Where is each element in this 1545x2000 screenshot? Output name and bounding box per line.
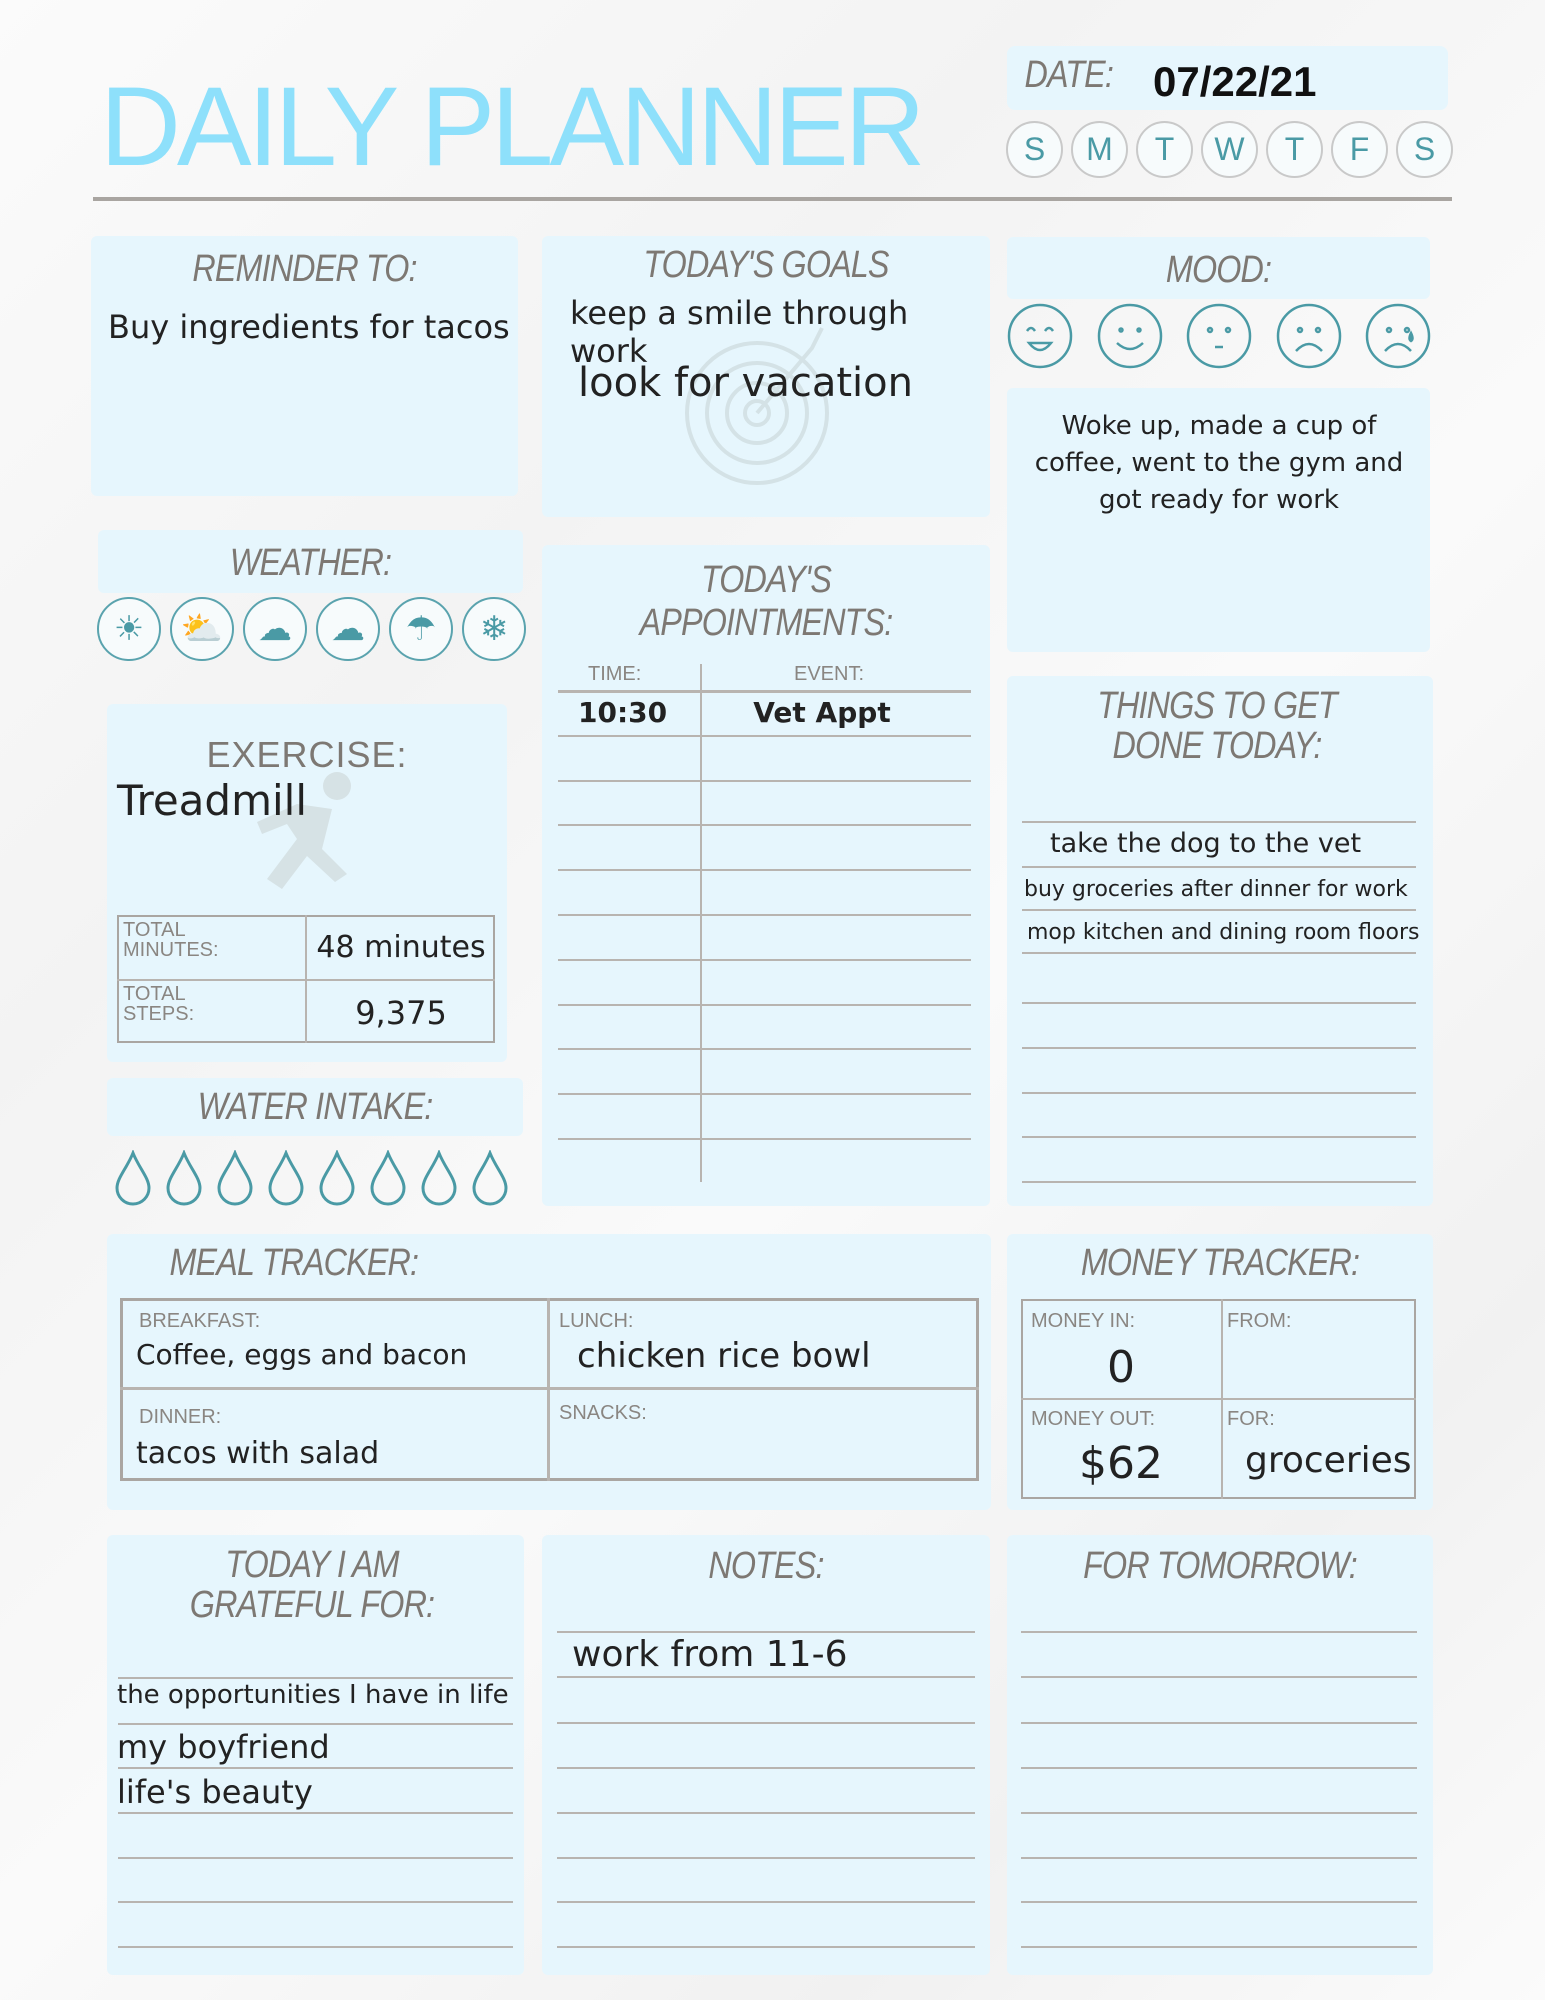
list-line — [557, 1631, 975, 1633]
header-divider — [93, 197, 1452, 201]
list-line — [1022, 1002, 1416, 1004]
list-line — [1022, 1181, 1416, 1183]
list-line — [1022, 1092, 1416, 1094]
list-line — [118, 1812, 513, 1814]
water-drop-icon[interactable] — [164, 1150, 204, 1206]
todo-item[interactable]: mop kitchen and dining room floors — [1027, 920, 1420, 945]
water-header — [107, 1078, 523, 1136]
table-row-line — [558, 959, 971, 961]
grateful-item[interactable]: the opportunities I have in life — [117, 1680, 509, 1710]
weather-snow-icon[interactable]: ❄ — [462, 597, 526, 661]
event-header: EVENT: — [794, 663, 865, 685]
list-line — [1022, 909, 1416, 911]
day-toggle[interactable]: F — [1331, 121, 1388, 178]
list-line — [118, 1767, 513, 1769]
things-heading: THINGS TO GET DONE TODAY: — [1097, 685, 1337, 767]
tomorrow-panel — [1007, 1535, 1433, 1975]
table-row-line — [558, 690, 971, 693]
water-drop-icon[interactable] — [215, 1150, 255, 1206]
day-toggle[interactable]: S — [1006, 121, 1063, 178]
table-row-line — [558, 735, 971, 737]
appointment-event[interactable]: Vet Appt — [753, 696, 891, 729]
list-line — [1021, 1857, 1417, 1859]
money-heading: MONEY TRACKER: — [1080, 1242, 1360, 1284]
tomorrow-heading: FOR TOMORROW: — [1083, 1545, 1357, 1587]
page-title: DAILY PLANNER — [100, 64, 922, 189]
dinner-value[interactable]: tacos with salad — [136, 1436, 380, 1471]
meal-heading: MEAL TRACKER: — [169, 1242, 419, 1284]
exercise-table-divider — [117, 979, 495, 981]
notes-panel — [542, 1535, 990, 1975]
reminder-panel — [91, 236, 518, 496]
list-line — [1021, 1812, 1417, 1814]
list-line — [1021, 1946, 1417, 1948]
money-table-divider — [1021, 1398, 1416, 1400]
day-toggle[interactable]: T — [1266, 121, 1323, 178]
minutes-label: TOTAL MINUTES: — [123, 919, 219, 961]
mood-note-panel — [1007, 388, 1430, 652]
goals-heading: TODAY'S GOALS — [643, 244, 889, 286]
exercise-activity[interactable]: Treadmill — [117, 776, 307, 825]
list-line — [1021, 1631, 1417, 1633]
table-row-line — [558, 1004, 971, 1006]
grateful-item[interactable]: life's beauty — [117, 1773, 313, 1811]
mood-header — [1007, 237, 1430, 299]
list-line — [1022, 1047, 1416, 1049]
list-line — [557, 1901, 975, 1903]
grateful-item[interactable]: my boyfriend — [117, 1728, 330, 1766]
day-toggle[interactable]: S — [1396, 121, 1453, 178]
money-in-value[interactable]: 0 — [1107, 1342, 1135, 1393]
breakfast-label: BREAKFAST: — [139, 1310, 261, 1332]
snacks-label: SNACKS: — [559, 1402, 647, 1424]
table-column-divider — [700, 664, 702, 1182]
water-drop-icon[interactable] — [470, 1150, 510, 1206]
for-value[interactable]: groceries — [1245, 1440, 1412, 1481]
water-drop-icon[interactable] — [113, 1150, 153, 1206]
weather-cloudy-icon[interactable]: ☁ — [243, 597, 307, 661]
mood-sad-icon[interactable] — [1276, 303, 1342, 369]
breakfast-value[interactable]: Coffee, eggs and bacon — [136, 1338, 468, 1371]
list-line — [1021, 1901, 1417, 1903]
exercise-panel — [107, 704, 507, 1062]
mood-note[interactable]: Woke up, made a cup of coffee, went to the gym and got ready for work — [1034, 411, 1404, 515]
meal-panel — [107, 1234, 991, 1510]
list-line — [557, 1857, 975, 1859]
water-drop-icon[interactable] — [368, 1150, 408, 1206]
date-label: DATE: — [1024, 54, 1113, 96]
table-row-line — [558, 1138, 971, 1140]
table-row-line — [558, 1048, 971, 1050]
list-line — [118, 1677, 513, 1679]
appointments-heading: TODAY'S APPOINTMENTS: — [639, 559, 893, 644]
grateful-heading: TODAY I AM GRATEFUL FOR: — [189, 1544, 435, 1626]
date-value[interactable]: 07/22/21 — [1153, 58, 1317, 105]
day-toggle[interactable]: M — [1071, 121, 1128, 178]
minutes-value[interactable]: 48 minutes — [316, 930, 486, 965]
todo-item[interactable]: take the dog to the vet — [1050, 828, 1362, 859]
steps-label: TOTAL STEPS: — [123, 983, 195, 1025]
list-line — [1021, 1676, 1417, 1678]
money-in-label: MONEY IN: — [1031, 1310, 1136, 1332]
reminder-heading: REMINDER TO: — [192, 248, 417, 290]
notes-heading: NOTES: — [708, 1545, 824, 1587]
mood-crying-icon[interactable] — [1365, 303, 1431, 369]
list-line — [118, 1946, 513, 1948]
money-out-value[interactable]: $62 — [1079, 1438, 1163, 1489]
todo-item[interactable]: buy groceries after dinner for work — [1024, 877, 1408, 902]
goals-panel — [542, 236, 990, 517]
money-panel — [1007, 1234, 1433, 1510]
weather-windy-icon[interactable]: ☁ — [316, 597, 380, 661]
weather-heading: WEATHER: — [229, 542, 392, 584]
mood-heading: MOOD: — [1165, 249, 1272, 291]
weather-header — [98, 530, 523, 593]
list-line — [1022, 866, 1416, 868]
table-row-line — [558, 1093, 971, 1095]
list-line — [557, 1946, 975, 1948]
weather-rain-icon[interactable]: ☂ — [389, 597, 453, 661]
list-line — [118, 1723, 513, 1725]
list-line — [557, 1676, 975, 1678]
goal-item[interactable]: keep a smile through work — [570, 294, 909, 370]
meal-table-divider — [120, 1387, 979, 1390]
date-box — [1007, 46, 1448, 110]
water-heading: WATER INTAKE: — [197, 1086, 433, 1128]
weather-sun-icon[interactable]: ☀ — [97, 597, 161, 661]
reminder-text[interactable]: Buy ingredients for tacos — [108, 308, 510, 346]
list-line — [1022, 952, 1416, 954]
water-drop-icon[interactable] — [419, 1150, 459, 1206]
list-line — [1021, 1722, 1417, 1724]
time-header: TIME: — [588, 663, 642, 685]
list-line — [118, 1857, 513, 1859]
appointment-time[interactable]: 10:30 — [578, 696, 668, 729]
money-out-label: MONEY OUT: — [1031, 1408, 1156, 1430]
mood-laughing-icon[interactable] — [1007, 303, 1073, 369]
goal-item[interactable]: look for vacation — [578, 360, 913, 406]
for-label: FOR: — [1227, 1408, 1275, 1430]
lunch-value[interactable]: chicken rice bowl — [577, 1336, 871, 1376]
weather-partly-cloudy-icon[interactable]: ⛅ — [170, 597, 234, 661]
list-line — [557, 1767, 975, 1769]
list-line — [118, 1901, 513, 1903]
lunch-label: LUNCH: — [559, 1310, 634, 1332]
table-row-line — [558, 824, 971, 826]
water-drop-icon[interactable] — [317, 1150, 357, 1206]
exercise-heading: EXERCISE: — [206, 734, 408, 775]
day-toggle[interactable]: W — [1201, 121, 1258, 178]
day-toggle[interactable]: T — [1136, 121, 1193, 178]
note-item[interactable]: work from 11-6 — [572, 1634, 848, 1675]
list-line — [1022, 1136, 1416, 1138]
appointments-panel — [542, 545, 990, 1206]
from-label: FROM: — [1227, 1310, 1292, 1332]
mood-neutral-icon[interactable] — [1186, 303, 1252, 369]
mood-smiling-icon[interactable] — [1097, 303, 1163, 369]
table-row-line — [558, 869, 971, 871]
table-row-line — [558, 780, 971, 782]
list-line — [1022, 821, 1416, 823]
list-line — [1021, 1767, 1417, 1769]
list-line — [557, 1722, 975, 1724]
dinner-label: DINNER: — [139, 1406, 222, 1428]
water-drop-icon[interactable] — [266, 1150, 306, 1206]
steps-value[interactable]: 9,375 — [355, 994, 447, 1032]
table-row-line — [558, 914, 971, 916]
list-line — [557, 1812, 975, 1814]
